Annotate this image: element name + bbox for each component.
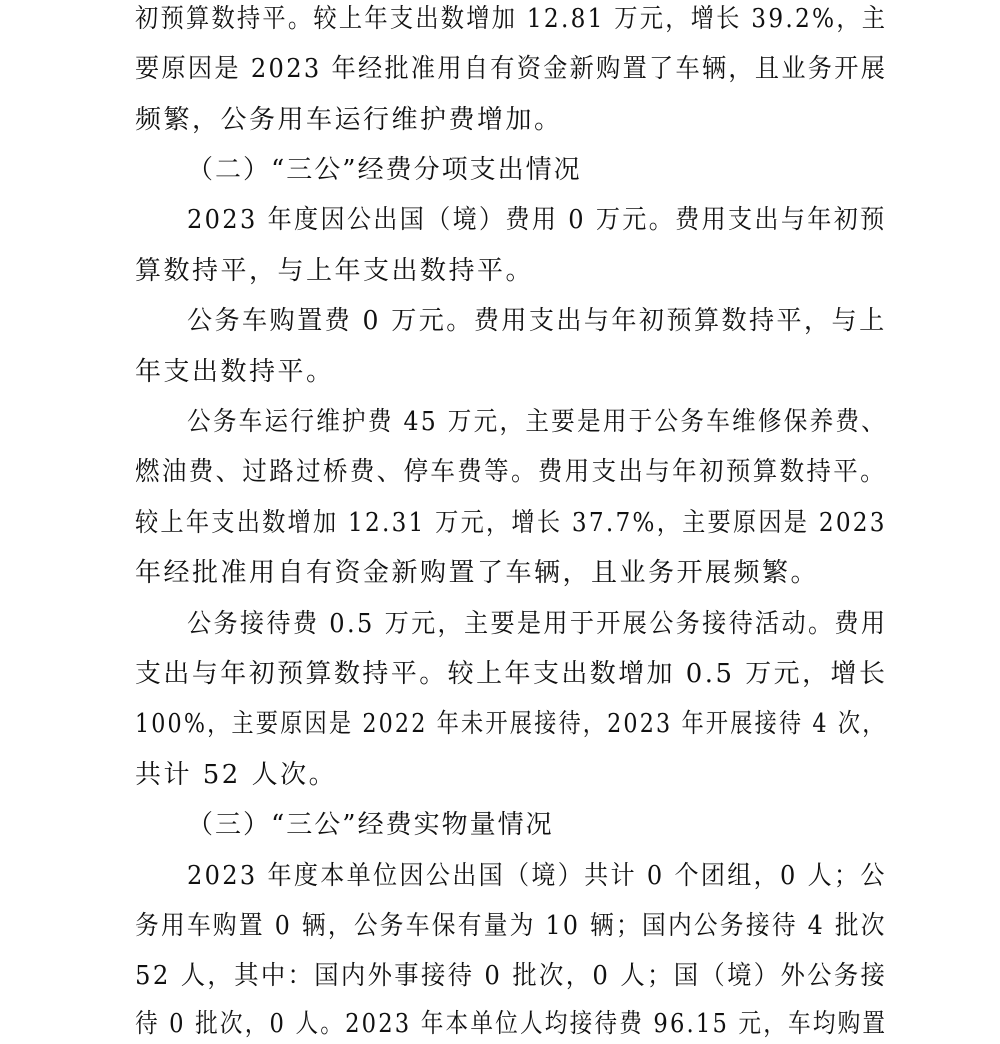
text-line: 频繁，公务用车运行维护费增加。: [135, 105, 563, 135]
text-line: 公务车购置费 0 万元。费用支出与年初预算数持平，与上: [187, 306, 887, 336]
section-heading: （二）“三公”经费分项支出情况: [187, 155, 582, 185]
text-line: 要原因是 2023 年经批准用自有资金新购置了车辆，且业务开展: [135, 54, 888, 84]
text-line: 共计 52 人次。: [135, 760, 338, 790]
text-line: 2023 年度本单位因公出国（境）共计 0 个团组，0 人；公: [187, 861, 887, 891]
text-line: 年支出数持平。: [135, 357, 335, 387]
text-line: 初预算数持平。较上年支出数增加 12.81 万元，增长 39.2%，主: [135, 4, 888, 34]
text-line: 支出与年初预算数持平。较上年支出数增加 0.5 万元，增长: [135, 659, 888, 689]
section-heading: （三）“三公”经费实物量情况: [187, 810, 554, 840]
text-line: 年经批准用自有资金新购置了车辆，且业务开展频繁。: [135, 558, 820, 588]
text-line: 公务车运行维护费 45 万元，主要是用于公务车维修保养费、: [187, 407, 888, 437]
text-line: 100%，主要原因是 2022 年未开展接待，2023 年开展接待 4 次，: [135, 709, 887, 739]
text-line: 算数持平，与上年支出数持平。: [135, 256, 535, 286]
text-line: 公务接待费 0.5 万元，主要是用于开展公务接待活动。费用: [187, 609, 888, 639]
text-line: 待 0 批次，0 人。2023 年本单位人均接待费 96.15 元，车均购置: [135, 1009, 888, 1039]
text-line: 2023 年度因公出国（境）费用 0 万元。费用支出与年初预: [187, 205, 887, 235]
text-line: 务用车购置 0 辆，公务车保有量为 10 辆；国内公务接待 4 批次: [135, 911, 887, 941]
text-line: 52 人，其中：国内外事接待 0 批次，0 人；国（境）外公务接: [135, 961, 888, 991]
text-line: 较上年支出数增加 12.31 万元，增长 37.7%，主要原因是 2023: [135, 508, 887, 538]
text-line: 燃油费、过路过桥费、停车费等。费用支出与年初预算数持平。: [135, 457, 888, 487]
